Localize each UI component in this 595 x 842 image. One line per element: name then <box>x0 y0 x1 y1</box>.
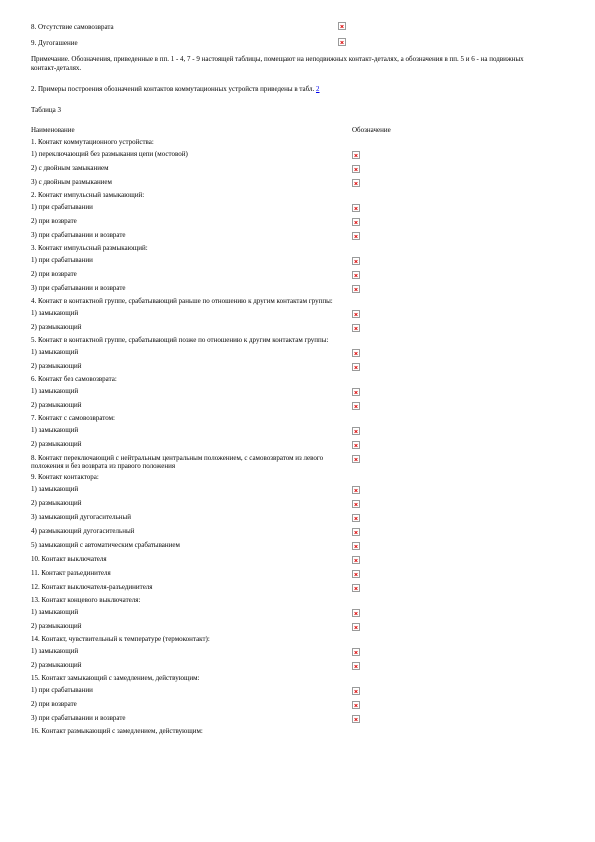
broken-image-icon <box>352 349 360 357</box>
table-row <box>31 321 411 335</box>
row-label: 4. Контакт в контактной группе, срабатывающий раньше по отношению к другим контактам группы: <box>31 297 333 305</box>
row-label: 1) замыкающий <box>31 309 79 317</box>
broken-image-icon <box>352 179 360 187</box>
table-row <box>31 645 411 659</box>
row-label: 3) при срабатывании и возврате <box>31 231 126 239</box>
table-link[interactable]: 2 <box>316 85 320 93</box>
row-label: 15. Контакт замыкающий с замедлением, действующим: <box>31 674 200 682</box>
row-label: 1) при срабатывании <box>31 256 93 264</box>
row-label: 2. Контакт импульсный замыкающий: <box>31 191 145 199</box>
row-label: 8. Контакт переключающий с нейтральным центральным положением, с самовозвратом из левого положения и без возврата из правого положения <box>31 454 324 470</box>
broken-image-icon <box>352 151 360 159</box>
table-row <box>31 374 411 385</box>
row-label: 3) при срабатывании и возврате <box>31 714 126 722</box>
broken-image-icon <box>352 528 360 536</box>
table-row <box>31 595 411 606</box>
examples-paragraph <box>31 85 320 93</box>
examples-text: 2. Примеры построения обозначений контактов коммутационных устройств приведены в табл. <box>31 85 315 93</box>
row-label: 16. Контакт размыкающий с замедлением, действующим: <box>31 727 203 735</box>
broken-image-icon <box>352 556 360 564</box>
top-row-2 <box>31 37 361 49</box>
row-label: 9. Дугогашение <box>31 39 78 47</box>
table-row <box>31 229 411 243</box>
top-row-1 <box>31 21 361 33</box>
broken-image-icon <box>352 455 360 463</box>
table-row <box>31 190 411 201</box>
row-label: 1) замыкающий <box>31 426 79 434</box>
broken-image-icon <box>352 701 360 709</box>
row-label: 4) размыкающий дугогасительный <box>31 527 135 535</box>
row-label: 2) с двойным замыканием <box>31 164 109 172</box>
row-label: 8. Отсутствие самовозврата <box>31 23 114 31</box>
row-label: 2) при возврате <box>31 700 77 708</box>
row-label: 3) с двойным размыканием <box>31 178 112 186</box>
broken-image-icon <box>352 204 360 212</box>
row-label: 2) размыкающий <box>31 661 82 669</box>
row-label: 5) замыкающий с автоматическим срабатыванием <box>31 541 180 549</box>
table-row <box>31 684 411 698</box>
broken-image-icon <box>352 584 360 592</box>
row-label: 1) замыкающий <box>31 348 79 356</box>
row-label: 2) при возврате <box>31 217 77 225</box>
broken-image-icon <box>352 715 360 723</box>
row-label: 13. Контакт концевого выключателя: <box>31 596 141 604</box>
row-label: 1. Контакт коммутационного устройства: <box>31 138 154 146</box>
table-row <box>31 215 411 229</box>
table-row <box>31 472 411 483</box>
row-label: 11. Контакт разъединителя <box>31 569 111 577</box>
row-label: 2) размыкающий <box>31 401 82 409</box>
broken-image-icon <box>352 232 360 240</box>
broken-image-icon <box>338 22 346 30</box>
table-row <box>31 137 411 148</box>
row-label: 3) замыкающий дугогасительный <box>31 513 131 521</box>
row-label: 3. Контакт импульсный размыкающий: <box>31 244 148 252</box>
row-label: 2) размыкающий <box>31 499 82 507</box>
table-row <box>31 581 411 595</box>
table-row <box>31 438 411 452</box>
broken-image-icon <box>352 310 360 318</box>
row-label: 7. Контакт с самовозвратом: <box>31 414 115 422</box>
table-row <box>31 346 411 360</box>
table-row <box>31 539 411 553</box>
broken-image-icon <box>352 662 360 670</box>
table-row <box>31 360 411 374</box>
table-row <box>31 606 411 620</box>
table-row <box>31 162 411 176</box>
broken-image-icon <box>352 570 360 578</box>
broken-image-icon <box>352 285 360 293</box>
table-row <box>31 176 411 190</box>
table-row <box>31 525 411 539</box>
table-row <box>31 201 411 215</box>
broken-image-icon <box>352 500 360 508</box>
broken-image-icon <box>352 687 360 695</box>
row-label: 1) замыкающий <box>31 647 79 655</box>
table-row <box>31 726 411 737</box>
row-label: 1) при срабатывании <box>31 686 93 694</box>
table-row <box>31 148 411 162</box>
broken-image-icon <box>352 623 360 631</box>
row-label: 2) размыкающий <box>31 323 82 331</box>
row-label: 6. Контакт без самовозврата: <box>31 375 117 383</box>
table-row <box>31 452 411 472</box>
broken-image-icon <box>352 218 360 226</box>
broken-image-icon <box>352 609 360 617</box>
column-header-symbol: Обозначение <box>352 126 391 134</box>
row-label: 10. Контакт выключателя <box>31 555 107 563</box>
row-label: 2) размыкающий <box>31 622 82 630</box>
broken-image-icon <box>338 38 346 46</box>
table-row <box>31 673 411 684</box>
broken-image-icon <box>352 514 360 522</box>
table-body <box>31 137 411 737</box>
table-row <box>31 497 411 511</box>
row-label: 14. Контакт, чувствительный к температуре (термоконтакт): <box>31 635 210 643</box>
column-header-name: Наименование <box>31 126 75 134</box>
table-caption: Таблица 3 <box>31 106 61 114</box>
row-label: 1) переключающий без размыкания цепи (мостовой) <box>31 150 188 158</box>
broken-image-icon <box>352 271 360 279</box>
row-label: 1) при срабатывании <box>31 203 93 211</box>
table-row <box>31 268 411 282</box>
table-row <box>31 511 411 525</box>
table-row <box>31 424 411 438</box>
row-label: 9. Контакт контактора: <box>31 473 99 481</box>
row-label: 2) размыкающий <box>31 440 82 448</box>
broken-image-icon <box>352 257 360 265</box>
symbols-table <box>31 124 411 737</box>
broken-image-icon <box>352 324 360 332</box>
table-row <box>31 553 411 567</box>
table-row <box>31 698 411 712</box>
row-label: 5. Контакт в контактной группе, срабатывающий позже по отношению к другим контактам группы: <box>31 336 329 344</box>
table-row <box>31 282 411 296</box>
broken-image-icon <box>352 388 360 396</box>
table-header <box>31 124 411 137</box>
table-row <box>31 483 411 497</box>
table-row <box>31 712 411 726</box>
table-row <box>31 307 411 321</box>
broken-image-icon <box>352 165 360 173</box>
row-label: 1) замыкающий <box>31 608 79 616</box>
row-label: 2) размыкающий <box>31 362 82 370</box>
table-row <box>31 254 411 268</box>
row-label: 1) замыкающий <box>31 387 79 395</box>
row-label: 2) при возврате <box>31 270 77 278</box>
broken-image-icon <box>352 363 360 371</box>
broken-image-icon <box>352 486 360 494</box>
table-row <box>31 634 411 645</box>
broken-image-icon <box>352 648 360 656</box>
note-paragraph: Примечание. Обозначения, приведенные в пп. 1 - 4, 7 - 9 настоящей таблицы, помещают на неподвижных контакт-деталях, а обозначения в пп. 5 и 6 - на подвижных контакт-деталях. <box>31 55 524 72</box>
table-row <box>31 413 411 424</box>
row-label: 1) замыкающий <box>31 485 79 493</box>
table-row <box>31 243 411 254</box>
table-row <box>31 385 411 399</box>
broken-image-icon <box>352 402 360 410</box>
table-row <box>31 567 411 581</box>
broken-image-icon <box>352 441 360 449</box>
broken-image-icon <box>352 427 360 435</box>
row-label: 3) при срабатывании и возврате <box>31 284 126 292</box>
broken-image-icon <box>352 542 360 550</box>
table-row <box>31 620 411 634</box>
table-row <box>31 399 411 413</box>
table-row <box>31 296 411 307</box>
table-row <box>31 659 411 673</box>
table-row <box>31 335 411 346</box>
row-label: 12. Контакт выключателя-разъединителя <box>31 583 153 591</box>
